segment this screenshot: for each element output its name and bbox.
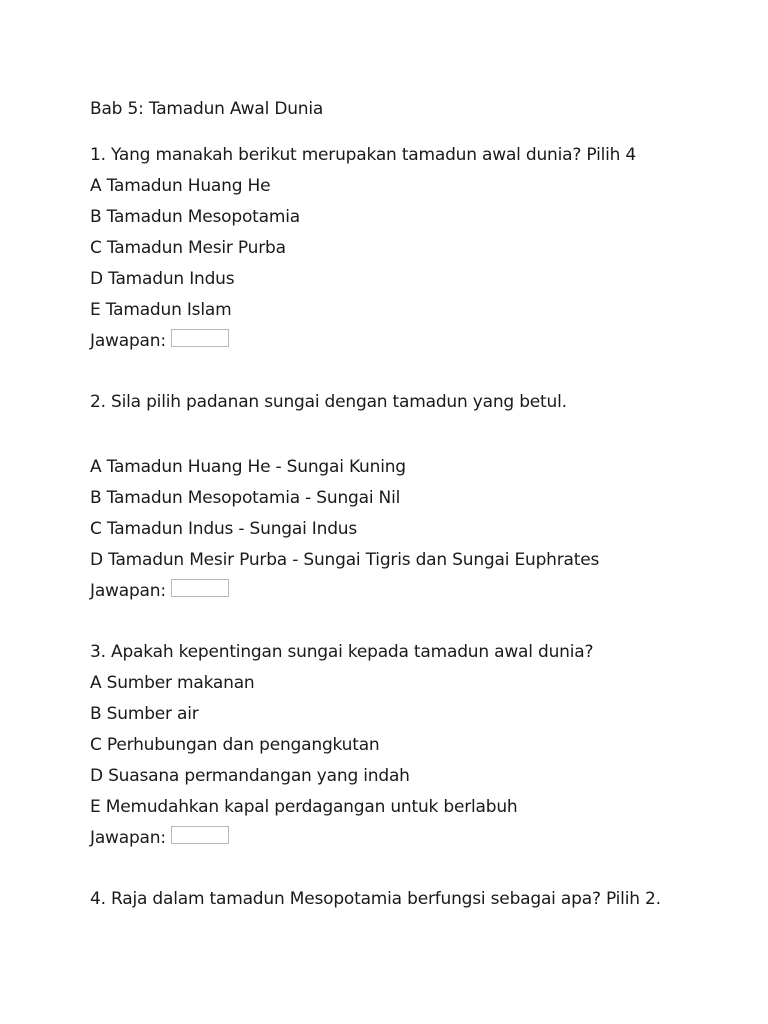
- question-2-option-a: A Tamadun Huang He - Sungai Kuning: [90, 457, 406, 477]
- question-1-answer-row: [90, 326, 740, 357]
- question-1: [90, 140, 740, 357]
- question-3-option-a: A Sumber makanan: [90, 673, 255, 693]
- question-1-option-a: A Tamadun Huang He: [90, 176, 271, 196]
- question-1-text: 1. Yang manakah berikut merupakan tamadun awal dunia? Pilih 4: [90, 145, 637, 165]
- page-title: Bab 5: Tamadun Awal Dunia: [90, 99, 324, 119]
- question-3-answer-row: [90, 823, 740, 854]
- question-2-answer-row: [90, 576, 740, 607]
- question-1-option-c: C Tamadun Mesir Purba: [90, 238, 286, 258]
- question-2-option-d: D Tamadun Mesir Purba - Sungai Tigris dan Sungai Euphrates: [90, 550, 600, 570]
- question-3-option-c: C Perhubungan dan pengangkutan: [90, 735, 380, 755]
- question-4-text: 4. Raja dalam tamadun Mesopotamia berfungsi sebagai apa? Pilih 2.: [90, 889, 661, 909]
- spacer: [90, 854, 740, 884]
- question-2-option-c: C Tamadun Indus - Sungai Indus: [90, 519, 358, 539]
- question-3-answer-input[interactable]: [171, 826, 229, 844]
- question-2-answer-input[interactable]: [171, 579, 229, 597]
- answer-label: Jawapan:: [90, 828, 166, 848]
- answer-label: Jawapan:: [90, 581, 166, 601]
- spacer: [90, 357, 740, 387]
- question-1-answer-input[interactable]: [171, 329, 229, 347]
- question-2-option-b: B Tamadun Mesopotamia - Sungai Nil: [90, 488, 401, 508]
- question-3-text: 3. Apakah kepentingan sungai kepada tamadun awal dunia?: [90, 642, 594, 662]
- spacer: [90, 418, 740, 452]
- question-2-text: 2. Sila pilih padanan sungai dengan tamadun yang betul.: [90, 392, 567, 412]
- question-1-option-b: B Tamadun Mesopotamia: [90, 207, 300, 227]
- question-2: [90, 387, 740, 607]
- answer-label: Jawapan:: [90, 331, 166, 351]
- spacer: [90, 607, 740, 637]
- question-1-option-d: D Tamadun Indus: [90, 269, 235, 289]
- question-1-option-e: E Tamadun Islam: [90, 300, 232, 320]
- question-3-option-b: B Sumber air: [90, 704, 199, 724]
- question-3-option-d: D Suasana permandangan yang indah: [90, 766, 410, 786]
- question-3-option-e: E Memudahkan kapal perdagangan untuk berlabuh: [90, 797, 518, 817]
- question-3: [90, 637, 740, 854]
- worksheet-page: [90, 94, 740, 915]
- question-4: [90, 884, 740, 915]
